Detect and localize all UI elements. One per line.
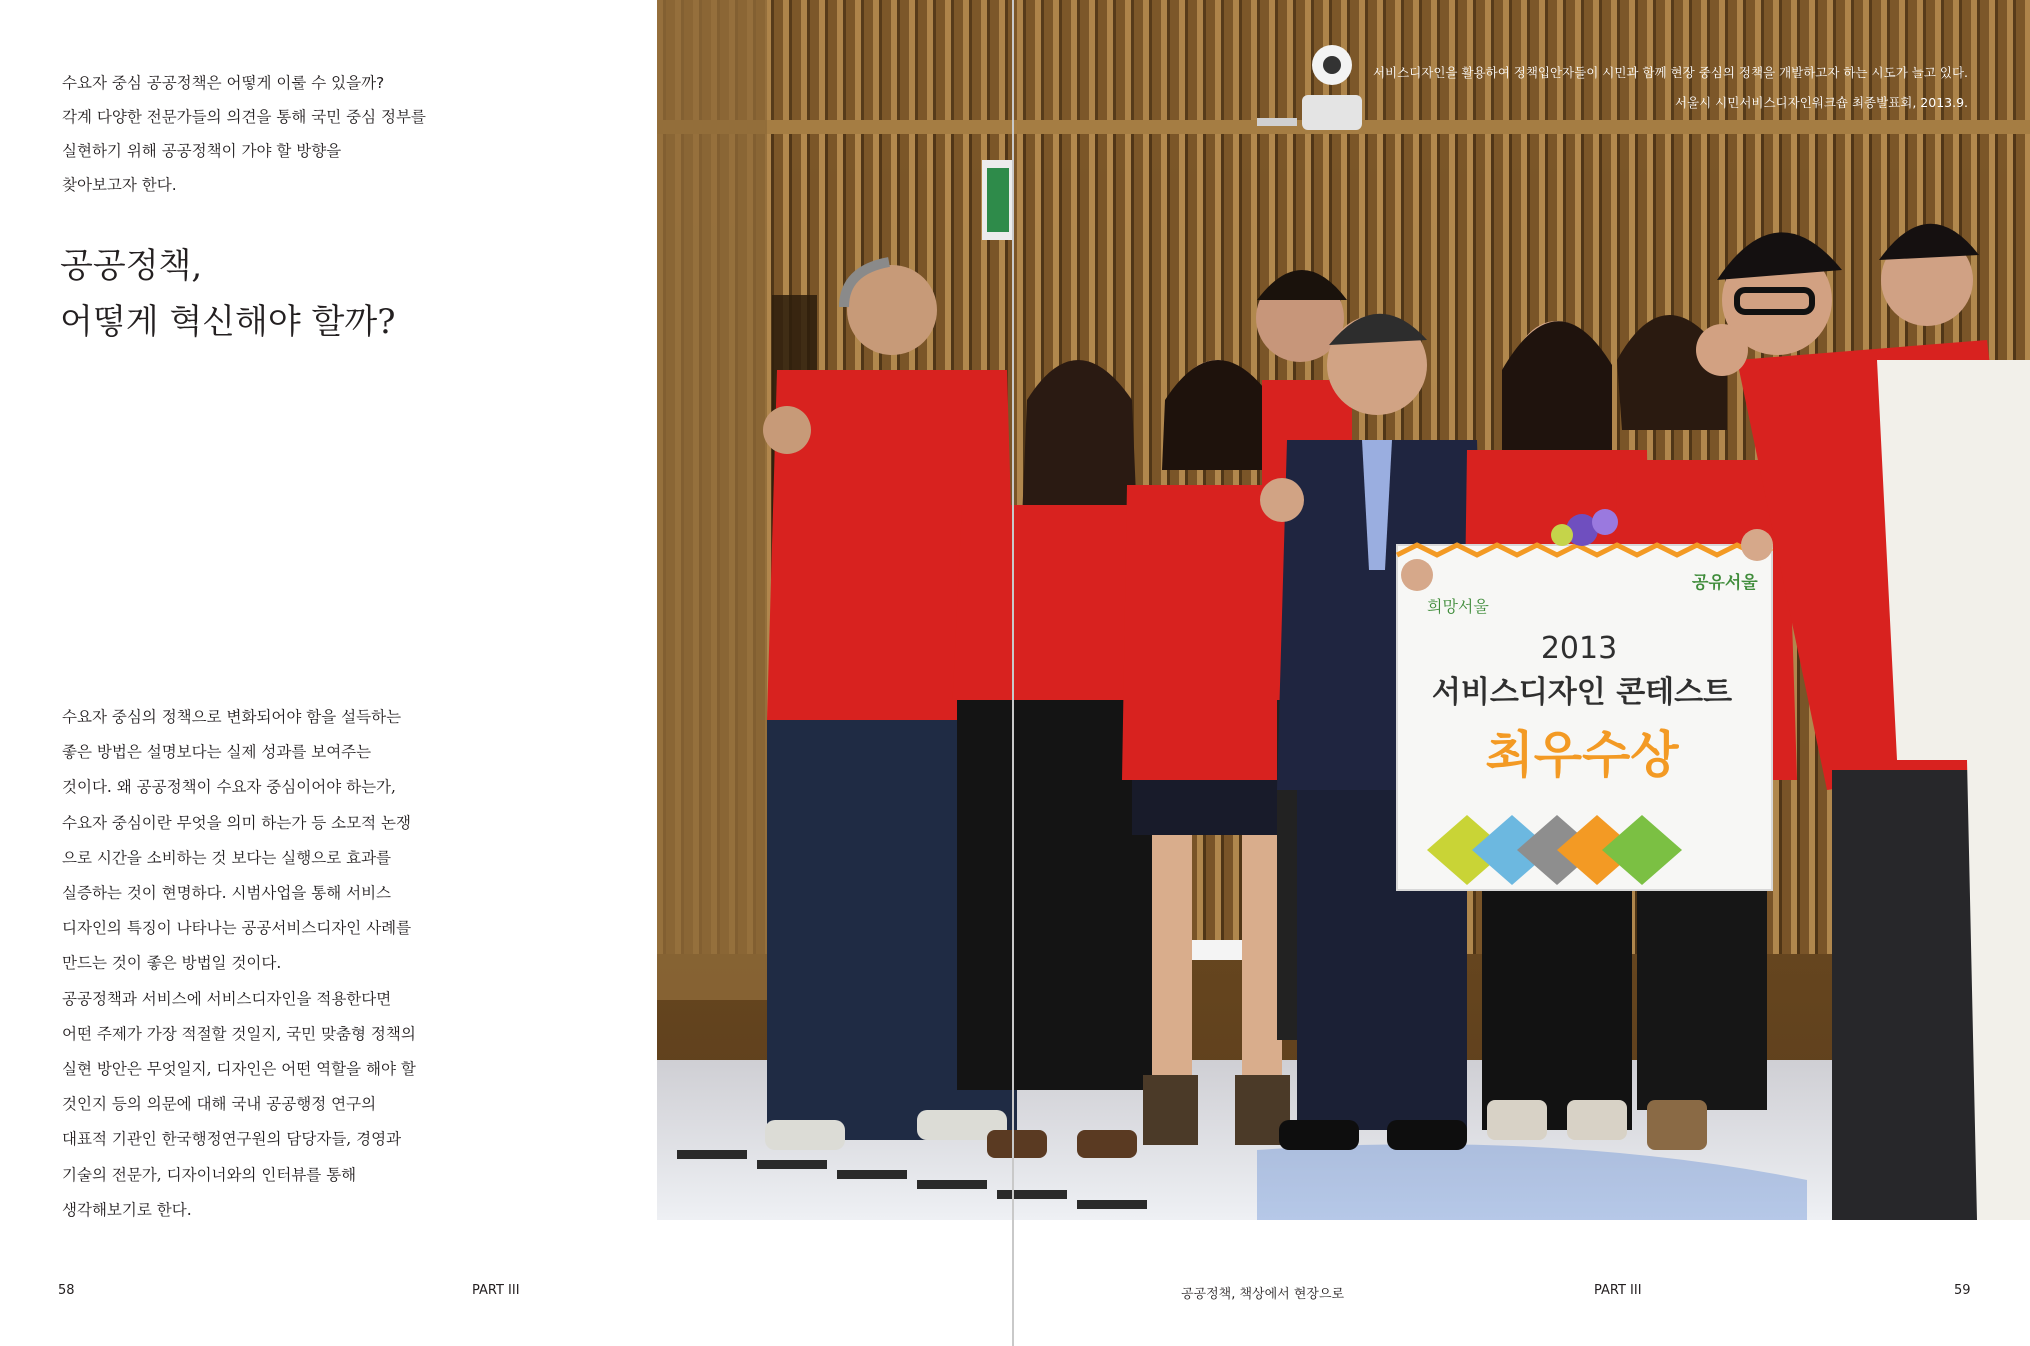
body-line: 디자인의 특징이 나타나는 공공서비스디자인 사례를 [62,919,412,938]
body-line: 실증하는 것이 현명하다. 시범사업을 통해 서비스 [62,884,392,903]
intro-line: 찾아보고자 한다. [62,176,177,194]
intro-line: 수요자 중심 공공정책은 어떻게 이룰 수 있을까? [62,74,385,92]
intro-paragraph [62,66,482,202]
award-photo [657,0,2030,1220]
left-page-number: 58 [58,1283,75,1298]
sign-logo-left: 희망서울 [1427,597,1489,616]
body-line: 만드는 것이 좋은 방법일 것이다. [62,954,282,973]
body-paragraph [62,700,462,1228]
body-line: 수요자 중심의 정책으로 변화되어야 함을 설득하는 [62,708,402,726]
title-line: 공공정책, [60,246,203,286]
body-line: 기술의 전문가, 디자이너와의 인터뷰를 통해 [62,1165,357,1184]
sign-title: 서비스디자인 콘테스트 [1431,675,1733,710]
body-line: 실현 방안은 무엇일지, 디자인은 어떤 역할을 해야 할 [62,1060,416,1079]
photo-caption [1373,58,1968,118]
body-line: 어떤 주제가 가장 적절할 것일지, 국민 맞춤형 정책의 [62,1024,416,1043]
left-running-head: PART III [472,1283,520,1298]
sign-logo-right: 공유서울 [1692,573,1758,593]
body-line: 대표적 기관인 한국행정연구원의 담당자들, 경영과 [62,1130,402,1149]
sign-diamonds [1427,815,1682,885]
body-line: 좋은 방법은 설명보다는 실제 성과를 보여주는 [62,743,372,762]
title-line: 어떻게 혁신해야 할까? [60,302,396,342]
wall-panel-left [657,0,767,1000]
body-line: 것이다. 왜 공공정책이 수요자 중심이어야 하는가, [62,778,396,797]
sign-award: 최우수상 [1485,726,1679,784]
caption-line-1: 서비스디자인을 활용하여 정책입안자들이 시민과 함께 현장 중심의 정책을 개발하고자 하는 시도가 늘고 있다. [1372,65,1968,80]
spread-gutter [1012,0,1014,1346]
intro-line: 실현하기 위해 공공정책이 가야 할 방향을 [62,142,342,160]
award-sign [1397,529,1773,890]
body-line: 으로 시간을 소비하는 것 보다는 실행으로 효과를 [62,848,392,867]
body-line: 생각해보기로 한다. [62,1200,192,1219]
right-running-title: 공공정책, 책상에서 현장으로 [1181,1287,1345,1302]
caption-line-2: 서울시 시민서비스디자인워크숍 최종발표회, 2013.9. [1674,95,1968,110]
award-photo-illustration [657,0,2030,1220]
intro-line: 각계 다양한 전문가들의 의견을 통해 국민 중심 정부를 [62,108,426,126]
body-line: 공공정책과 서비스에 서비스디자인을 적용한다면 [62,989,392,1008]
right-running-head: PART III [1594,1283,1642,1298]
body-line: 것인지 등의 의문에 대해 국내 공공행정 연구의 [62,1095,377,1114]
body-line: 수요자 중심이란 무엇을 의미 하는가 등 소모적 논쟁 [62,813,411,832]
section-title [60,238,395,350]
sign-year: 2013 [1540,631,1618,666]
right-page-number: 59 [1954,1283,1971,1298]
